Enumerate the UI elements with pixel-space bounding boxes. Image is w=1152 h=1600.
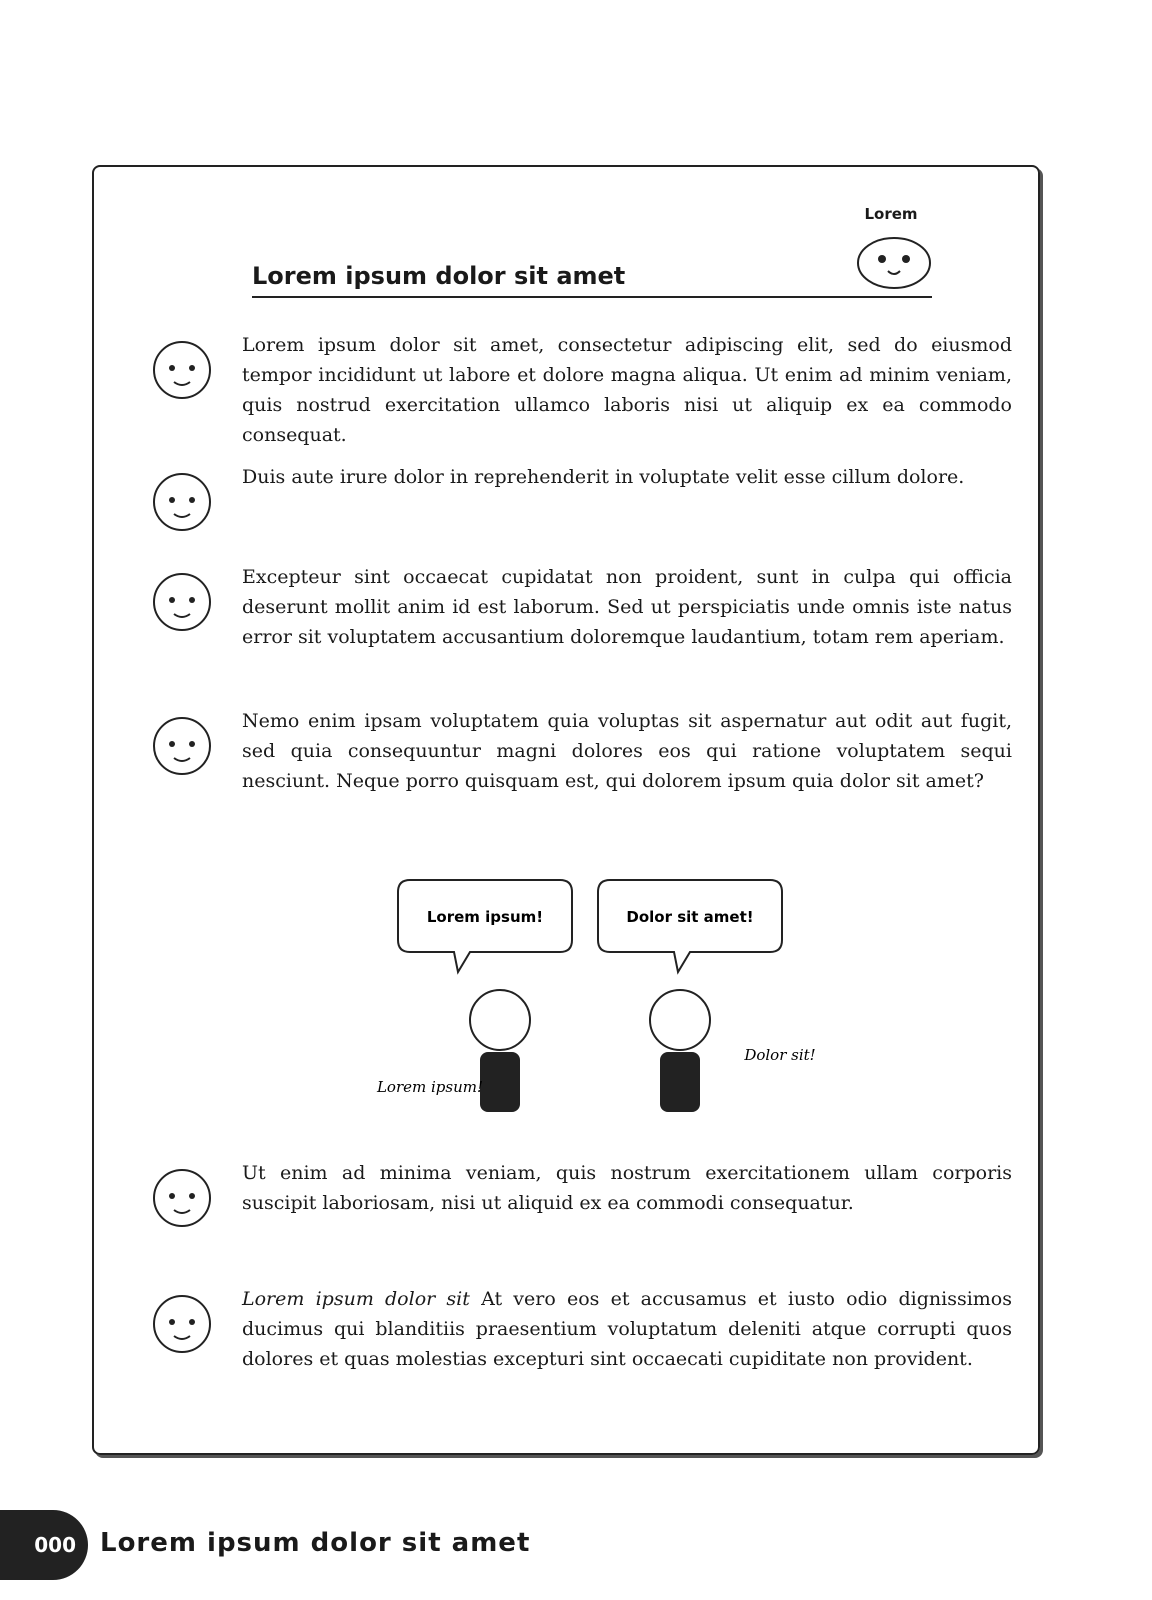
character-avatar-icon (150, 1158, 214, 1238)
speech-bubble-text: Dolor sit amet! (626, 908, 754, 926)
paragraph-text: At vero eos et accusamus et iusto odio dignissimos ducimus qui blanditiis praesentium voluptatum deleniti atque corrupti quos dolores et quas molestias excepturi sint occaecati cupiditate non provident. (242, 1288, 1012, 1370)
paragraph: Duis aute irure dolor in reprehenderit in voluptate velit esse cillum dolore. (242, 466, 965, 488)
character-avatar-icon (150, 330, 214, 410)
page-footer (0, 1510, 1152, 1580)
badge-label: Lorem (864, 205, 918, 223)
dialogue-row (150, 562, 1020, 652)
paragraph: Ut enim ad minima veniam, quis nostrum exercitationem ullam corporis suscipit laboriosam, nisi ut aliquid ex ea commodi consequatur. (242, 1162, 1012, 1214)
paragraph (242, 1284, 1012, 1374)
mascot-icon (832, 223, 950, 293)
section-heading: Lorem ipsum dolor sit amet (252, 262, 932, 298)
illustration (360, 870, 830, 1130)
character-avatar-icon (150, 706, 214, 786)
dialogue-row (150, 462, 1020, 542)
paragraph: Nemo enim ipsam voluptatem quia voluptas sit aspernatur aut odit aut fugit, sed quia consequuntur magni dolores eos qui ratione voluptatem sequi nesciunt. Neque porro quisquam est, qui dolorem ipsum quia dolor sit amet? (242, 710, 1012, 792)
character-avatar-icon (150, 1284, 214, 1364)
caption: Dolor sit! (744, 1046, 816, 1064)
character-avatar-icon (150, 462, 214, 542)
page-number: 000 (0, 1510, 88, 1580)
dialogue-row (150, 706, 1020, 796)
emphasis: Lorem ipsum dolor sit (242, 1288, 470, 1310)
speech-bubble-text: Lorem ipsum! (426, 908, 544, 926)
dialogue-row (150, 330, 1020, 450)
paragraph: Excepteur sint occaecat cupidatat non proident, sunt in culpa qui officia deserunt mollit anim id est laborum. Sed ut perspiciatis unde omnis iste natus error sit voluptatem accusantium doloremque laudantium, totam rem aperiam. (242, 566, 1012, 648)
paragraph: Lorem ipsum dolor sit amet, consectetur adipiscing elit, sed do eiusmod tempor incididunt ut labore et dolore magna aliqua. Ut enim ad minim veniam, quis nostrud exercitation ullamco laboris nisi ut aliquip ex ea commodo consequat. (242, 334, 1012, 446)
section-badge (832, 205, 950, 297)
character-avatar-icon (150, 562, 214, 642)
dialogue-row (150, 1284, 1020, 1374)
caption: Lorem ipsum! (376, 1078, 484, 1096)
chapter-title: Lorem ipsum dolor sit amet (100, 1528, 531, 1558)
dialogue-row (150, 1158, 1020, 1238)
